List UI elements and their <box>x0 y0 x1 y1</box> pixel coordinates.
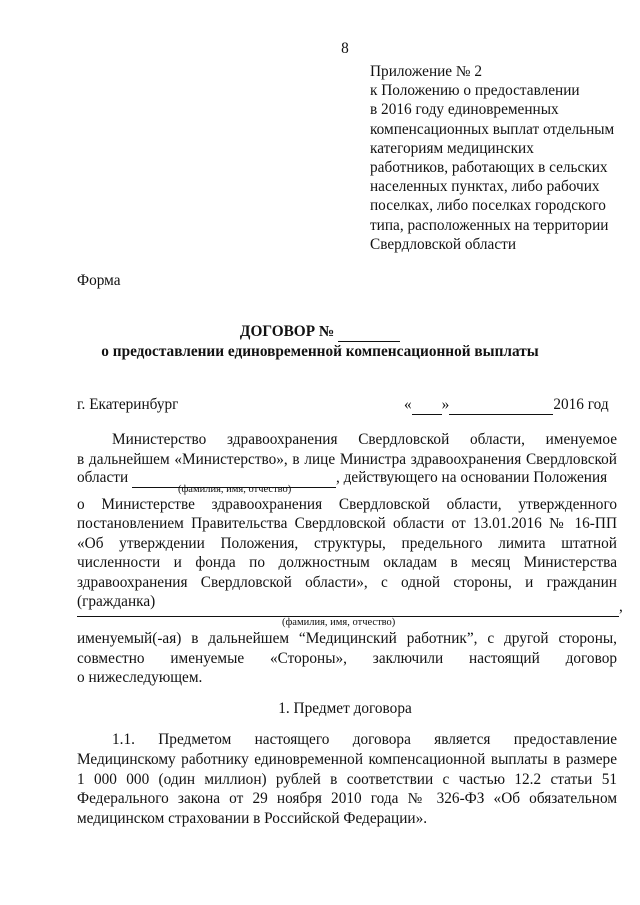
section-heading: 1. Предмет договора <box>278 700 412 717</box>
section-line: 1.1. Предметом настоящего договора является предоставление <box>112 731 617 748</box>
date-field <box>404 396 609 415</box>
intro-text: , действующего на основании Положения <box>335 469 608 486</box>
annex-line: работников, работающих в сельских <box>370 159 608 177</box>
title-line: ДОГОВОР № <box>239 323 335 340</box>
intro-line: в дальнейшем «Министерство», в лице Министра здравоохранения Свердловской <box>77 451 617 468</box>
intro-line: численности и фонда по должностным окладам в месяц Министерства <box>77 554 617 571</box>
annex-line: Приложение № 2 <box>370 63 482 80</box>
intro-text: области <box>77 469 129 486</box>
section-line: 1 000 000 (один миллион) рублей в соответствии с частью 12.2 статьи 51 <box>77 771 617 788</box>
section-line: Медицинскому работнику единовременной компенсационной выплаты в размере <box>77 751 617 768</box>
section-line: Федерального закона от 29 ноября 2010 года № 326-ФЗ «Об обязательном <box>77 790 617 807</box>
month-blank <box>449 396 553 415</box>
intro-line: здравоохранения Свердловской области», с одной стороны, и гражданин <box>77 574 617 591</box>
city: г. Екатеринбург <box>77 396 179 413</box>
caption-fio: (фамилия, имя, отчество) <box>178 484 292 495</box>
annex-line: к Положению о предоставлении <box>370 82 580 100</box>
intro-line: о нижеследующем. <box>77 669 203 686</box>
date-quote-open: « <box>404 396 412 413</box>
intro-line: именуемый(-ая) в дальнейшем “Медицинский работник”, с другой стороны, <box>77 630 617 647</box>
contract-number-blank <box>338 323 400 342</box>
intro-line: о Министерстве здравоохранения Свердловской области, утвержденного <box>77 496 617 513</box>
document-subtitle: о предоставлении единовременной компенсационной выплаты <box>101 343 539 360</box>
citizen-name-blank <box>77 598 619 617</box>
intro-line: (гражданка) <box>77 593 156 610</box>
annex-line: населенных пунктах, либо рабочих <box>370 178 600 196</box>
annex-line: поселках, либо поселках городского <box>370 197 606 215</box>
document-title <box>0 323 640 342</box>
annex-line: в 2016 году единовременных <box>370 101 559 119</box>
citizen-name-row <box>77 598 623 617</box>
annex-line: компенсационных выплат отдельным <box>370 120 615 138</box>
intro-line: постановлением Правительства Свердловской области от 13.01.2016 № 16-ПП <box>77 515 617 532</box>
intro-line: Министерство здравоохранения Свердловской области, именуемое <box>112 431 617 448</box>
intro-line: «Об утверждении Положения, структуры, предельного лимита штатной <box>77 535 617 552</box>
intro-line <box>77 469 607 488</box>
page-number: 8 <box>341 40 349 57</box>
annex-line: категориям медицинских <box>370 139 534 157</box>
section-line: медицинском страховании в Российской Федерации». <box>77 810 428 827</box>
annex-line: Свердловской области <box>370 235 517 253</box>
intro-line: совместно именуемые «Стороны», заключили настоящий договор <box>77 650 617 667</box>
day-blank <box>412 396 442 415</box>
annex-header <box>370 62 614 254</box>
date-year: 2016 год <box>553 396 609 413</box>
caption-fio: (фамилия, имя, отчество) <box>282 617 396 628</box>
annex-line: типа, расположенных на территории <box>370 216 609 234</box>
date-quote-close: » <box>441 396 450 413</box>
form-label: Форма <box>77 272 121 289</box>
intro-text: , <box>619 598 623 615</box>
